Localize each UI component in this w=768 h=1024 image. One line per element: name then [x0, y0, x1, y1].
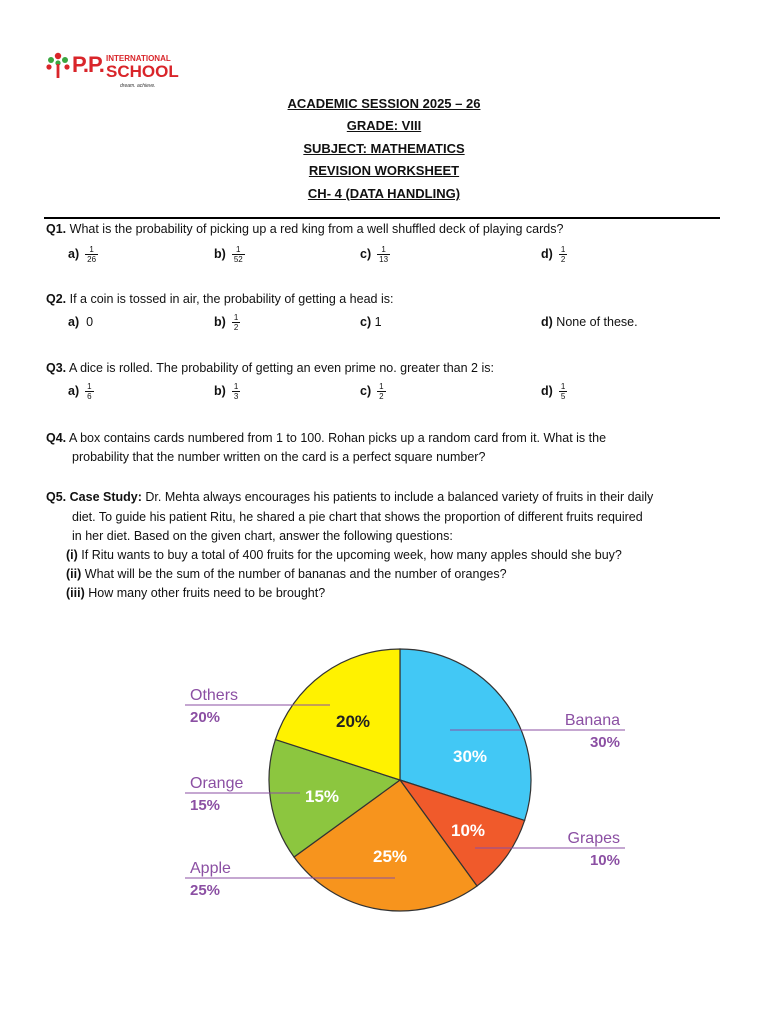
question-text: What is the probability of picking up a red king from a well shuffled deck of playing cards? [69, 222, 564, 236]
grade-heading: GRADE: VIII [346, 118, 422, 133]
session-heading: ACADEMIC SESSION 2025 – 26 [287, 96, 481, 111]
question-5-line-3: in her diet. Based on the given chart, answer the following questions: [72, 529, 453, 543]
question-4-line-2: probability that the number written on the card is a perfect square number? [72, 450, 486, 464]
question-4 [46, 431, 606, 445]
q3-option-d: d) $\frac{1}{5}$ [541, 382, 566, 401]
question-text: A dice is rolled. The probability of getting an even prime no. greater than 2 is: [68, 361, 494, 375]
legend-value-grapes: 10% [589, 852, 620, 869]
fraction: $\frac{1}{52}$ [233, 245, 243, 264]
question-1 [46, 222, 563, 236]
tree-icon [44, 50, 72, 82]
question-2 [46, 292, 393, 306]
q1-option-a: a) $\frac{1}{26}$ [68, 245, 97, 264]
logo-international: INTERNATIONAL [106, 54, 171, 63]
fraction: $\frac{1}{5}$ [560, 382, 566, 401]
fraction: $\frac{1}{2}$ [233, 313, 239, 332]
question-text: A box contains cards numbered from 1 to 100. Rohan picks up a random card from it. What is the [68, 431, 607, 445]
slice-label-orange: 15% [304, 787, 340, 806]
legend-label-grapes: Grapes [567, 830, 620, 847]
legend-label-others: Others [190, 687, 239, 704]
logo-school: SCHOOL [106, 62, 179, 81]
logo-tagline: dream. achieve. [120, 83, 156, 89]
sub-question-ii: (ii) What will be the sum of the number of bananas and the number of oranges? [66, 567, 507, 581]
header-divider [44, 217, 720, 219]
question-5-line-2: diet. To guide his patient Ritu, he shared a pie chart that shows the proportion of different fruits required [72, 510, 643, 524]
fraction: $\frac{1}{2}$ [560, 245, 566, 264]
chapter-heading: CH- 4 (DATA HANDLING) [307, 186, 461, 201]
worksheet-heading: REVISION WORKSHEET [308, 163, 460, 178]
fraction: $\frac{1}{6}$ [87, 382, 92, 401]
fraction: $\frac{1}{2}$ [379, 382, 384, 401]
question-3 [46, 361, 494, 375]
question-number: Q3. [46, 361, 67, 375]
q3-option-b: b) $\frac{1}{3}$ [214, 382, 239, 401]
case-study-title: Case Study: [69, 490, 142, 504]
legend-label-apple: Apple [190, 860, 231, 877]
question-text: If a coin is tossed in air, the probability of getting a head is: [69, 292, 394, 306]
q2-option-c: c) 1 [360, 315, 382, 329]
legend-label-orange: Orange [190, 775, 244, 792]
question-number: Q2. [46, 292, 67, 306]
q1-option-d: d) $\frac{1}{2}$ [541, 245, 566, 264]
question-number: Q1. [46, 222, 67, 236]
q1-option-c: c) $\frac{1}{13}$ [360, 245, 389, 264]
legend-value-apple: 25% [190, 882, 221, 899]
question-text: Dr. Mehta always encourages his patients to include a balanced variety of fruits in their daily [145, 490, 654, 504]
slice-label-others: 20% [335, 712, 371, 731]
sub-question-iii: (iii) How many other fruits need to be brought? [66, 586, 326, 600]
q3-option-a: a) $\frac{1}{6}$ [68, 382, 92, 401]
legend-label-banana: Banana [564, 712, 620, 729]
q1-option-b: b) $\frac{1}{52}$ [214, 245, 243, 264]
fraction: $\frac{1}{3}$ [233, 382, 239, 401]
slice-label-banana: 30% [452, 747, 488, 766]
q2-option-d: d) None of these. [541, 315, 638, 329]
sub-question-i: (i) If Ritu wants to buy a total of 400 fruits for the upcoming week, how many apples should she buy? [66, 548, 622, 562]
q2-option-a: a) 0 [68, 315, 94, 329]
legend-value-others: 20% [190, 709, 221, 726]
question-5 [46, 490, 653, 504]
question-number: Q4. [46, 431, 67, 445]
fraction: $\frac{1}{13}$ [379, 245, 389, 264]
q3-option-c: c) $\frac{1}{2}$ [360, 382, 384, 401]
fraction: $\frac{1}{26}$ [87, 245, 97, 264]
school-logo [44, 50, 184, 95]
legend-value-orange: 15% [190, 797, 221, 814]
legend-value-banana: 30% [589, 734, 620, 751]
slice-label-grapes: 10% [450, 821, 486, 840]
q2-option-b: b) $\frac{1}{2}$ [214, 313, 239, 332]
subject-heading: SUBJECT: MATHEMATICS [303, 141, 465, 156]
slice-label-apple: 25% [372, 847, 408, 866]
logo-pp: P.P. [72, 52, 104, 77]
question-number: Q5. [46, 490, 67, 504]
fruit-pie-chart [0, 630, 768, 920]
